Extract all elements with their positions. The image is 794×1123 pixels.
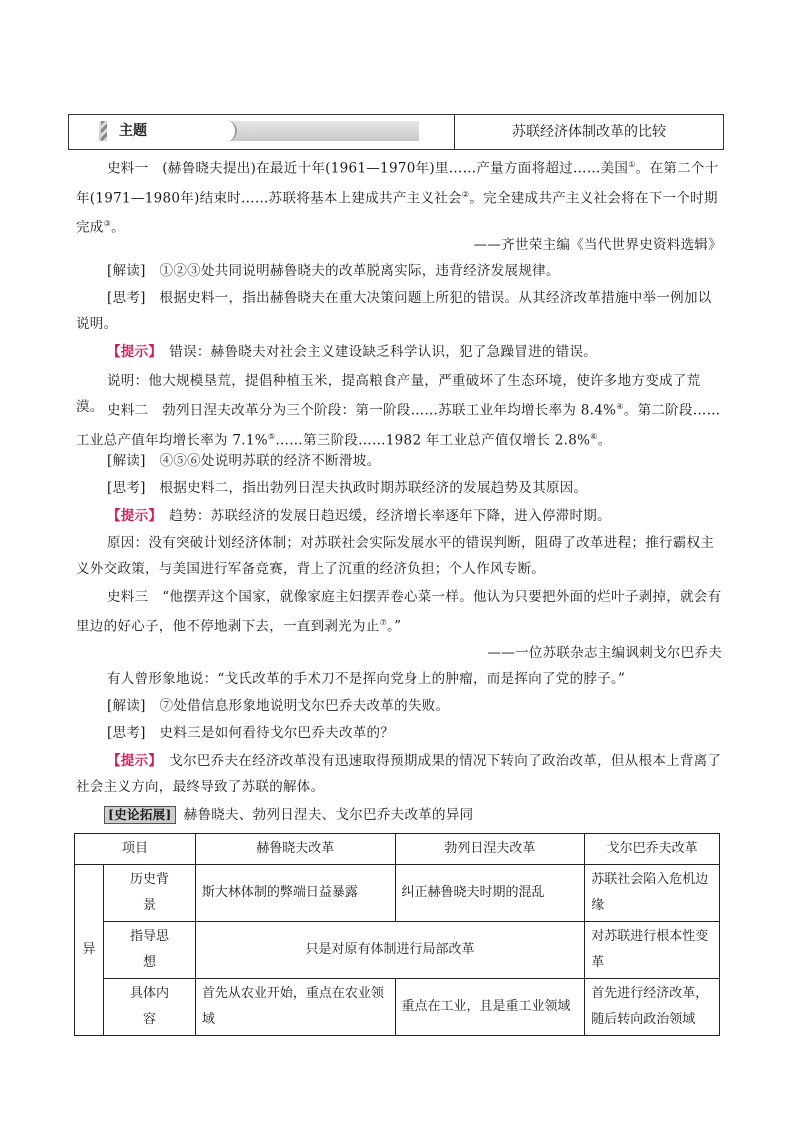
hint-text: 戈尔巴乔夫在经济改革没有迅速取得预期成果的情况下转向了政治改革，但从根本上背离了社会主义方向，最终导致了苏联的解体。: [76, 753, 722, 795]
source-3-text: [76, 584, 722, 640]
table-row: [75, 865, 720, 922]
hint-text: 错误：赫鲁晓夫对社会主义建设缺乏科学认识，犯了急躁冒进的错误。: [169, 344, 598, 360]
extension-tag: [史论拓展]: [104, 806, 176, 824]
source-2-part-d: 。: [597, 432, 612, 448]
interpretation-tag: [解读]: [107, 698, 146, 714]
source-1-hint: [76, 339, 722, 365]
extension-heading: [104, 802, 720, 828]
theme-label: 主题: [107, 120, 237, 142]
source-2-interpretation: [76, 448, 722, 474]
source-2-part-b: 。第二阶段……工业总产值年均增长率为 7.1%: [76, 402, 721, 448]
source-3-question: [76, 720, 722, 746]
header-brezhnev: 勃列日涅夫改革: [395, 834, 585, 865]
row-item: 历史背景: [103, 865, 195, 922]
source-2-part-a: 史料二 勃列日涅夫改革分为三个阶段：第一阶段……苏联工业年均增长率为 8.4%: [107, 402, 617, 419]
interpretation-text: ⑦处借信息形象地说明戈尔巴乔夫改革的失败。: [159, 698, 450, 714]
row-item: 具体内容: [103, 979, 195, 1036]
cell-gorbachev: 对苏联进行根本性变革: [585, 922, 720, 979]
header-khrushchev: 赫鲁晓夫改革: [195, 834, 395, 865]
note-marker-7: ⑦: [379, 618, 388, 627]
source-1-part-d: 。: [111, 219, 125, 236]
cell-brezhnev: 纠正赫鲁晓夫时期的混乱: [395, 865, 585, 922]
source-2-hint: [76, 503, 722, 529]
table-header-row: [75, 834, 720, 865]
interpretation-text: ①②③处共同说明赫鲁晓夫的改革脱离实际，违背经济发展规律。: [159, 263, 560, 279]
row-item: 指导思想: [103, 922, 195, 979]
question-tag: [思考]: [107, 290, 146, 306]
note-marker-1: ①: [628, 160, 636, 169]
hint-tag: 【提示】: [107, 753, 156, 769]
theme-bar: [68, 114, 724, 150]
cell-khrushchev: 首先从农业开始，重点在农业领域: [195, 979, 395, 1036]
cell-gorbachev: 首先进行经济改革，随后转向政治领域: [585, 979, 720, 1036]
source-1-interpretation: [76, 258, 722, 284]
interpretation-tag: [解读]: [107, 263, 146, 279]
theme-title: 苏联经济体制改革的比较: [512, 124, 666, 140]
interpretation-tag: [解读]: [107, 453, 146, 469]
cell-brezhnev: 重点在工业，且是重工业领域: [395, 979, 585, 1036]
source-2-part-c: ……第三阶段……1982 年工业总产值仅增长 2.8%: [275, 432, 591, 448]
source-2-reason: 原因：没有突破计划经济体制；对苏联社会实际发展水平的错误判断，阻碍了改革进程；推行霸权主义外交政策，与美国进行军备竞赛，背上了沉重的经济负担；个人作风专断。: [76, 535, 715, 577]
source-3-citation: ——一位苏联杂志主编讽刺戈尔巴乔夫: [487, 645, 722, 661]
header-gorbachev: 戈尔巴乔夫改革: [585, 834, 720, 865]
source-1-part-c: 。完全建成共产主义社会将在下一个时期完成: [76, 190, 718, 236]
theme-label-cell: [69, 115, 455, 149]
source-1-citation: ——齐世荣主编《当代世界史资料选辑》: [473, 237, 722, 253]
source-1-part-b: 。在第二个十年(1971—1980年)结束时……苏联将基本上建成共产主义社会: [76, 160, 719, 206]
source-3-part-b: 。”: [387, 618, 402, 635]
cell-khrushchev-brezhnev: 只是对原有体制进行局部改革: [195, 922, 584, 979]
source-1-text: [76, 152, 722, 241]
comparison-table: [74, 833, 720, 1036]
table-row: [75, 922, 720, 979]
question-tag: [思考]: [107, 725, 146, 741]
source-1-explanation: 说明：他大规模垦荒，提倡种植玉米，提高粮食产量，严重破坏了生态环境，使许多地方变成了荒漠。: [76, 373, 701, 415]
group-label-difference: 异: [75, 865, 104, 1036]
source-1-question: [76, 285, 722, 337]
cell-gorbachev: 苏联社会陷入危机边缘: [585, 865, 720, 922]
table-row: [75, 979, 720, 1036]
note-marker-4: ④: [616, 402, 624, 411]
source-3-part-a: 史料三 “他摆弄这个国家，就像家庭主妇摆弄卷心菜一样。他认为只要把外面的烂叶子剥掉，就会有里边的好心子，他不停地剥下去，一直到剥光为止: [76, 589, 722, 635]
hint-tag: 【提示】: [107, 508, 156, 524]
note-marker-3: ③: [103, 219, 112, 228]
question-text: 根据史料二，指出勃列日涅夫执政时期苏联经济的发展趋势及其原因。: [159, 480, 588, 496]
hint-text: 趋势：苏联经济的发展日趋迟缓，经济增长率逐年下降，进入停滞时期。: [169, 508, 611, 524]
source-3-quote: 有人曾形象地说：“戈氏改革的手术刀不是挥向党身上的肿瘤，而是挥向了党的脖子。”: [107, 671, 626, 687]
question-text: 根据史料一，指出赫鲁晓夫在重大决策问题上所犯的错误。从其经济改革措施中举一例加以说明。: [76, 290, 712, 332]
interpretation-text: ④⑤⑥处说明苏联的经济不断滑坡。: [159, 453, 381, 469]
source-1-part-a: 史料一 (赫鲁晓夫提出)在最近十年(1961—1970年)里……产量方面将超过……美国: [107, 160, 629, 177]
header-item: 项目: [75, 834, 196, 865]
question-tag: [思考]: [107, 480, 146, 496]
note-marker-2: ②: [461, 189, 470, 199]
source-3-interpretation: [76, 693, 722, 719]
cell-khrushchev: 斯大林体制的弊端日益暴露: [195, 865, 395, 922]
extension-title: 赫鲁晓夫、勃列日涅夫、戈尔巴乔夫改革的异同: [183, 807, 474, 823]
note-marker-6: ⑥: [590, 431, 598, 441]
hint-tag: 【提示】: [107, 344, 156, 360]
source-2-question: [76, 475, 722, 501]
note-marker-5: ⑤: [267, 431, 276, 441]
question-text: 史料三是如何看待戈尔巴乔夫改革的？: [159, 725, 395, 741]
source-2-text: [76, 394, 722, 453]
source-3-hint: [76, 748, 722, 800]
